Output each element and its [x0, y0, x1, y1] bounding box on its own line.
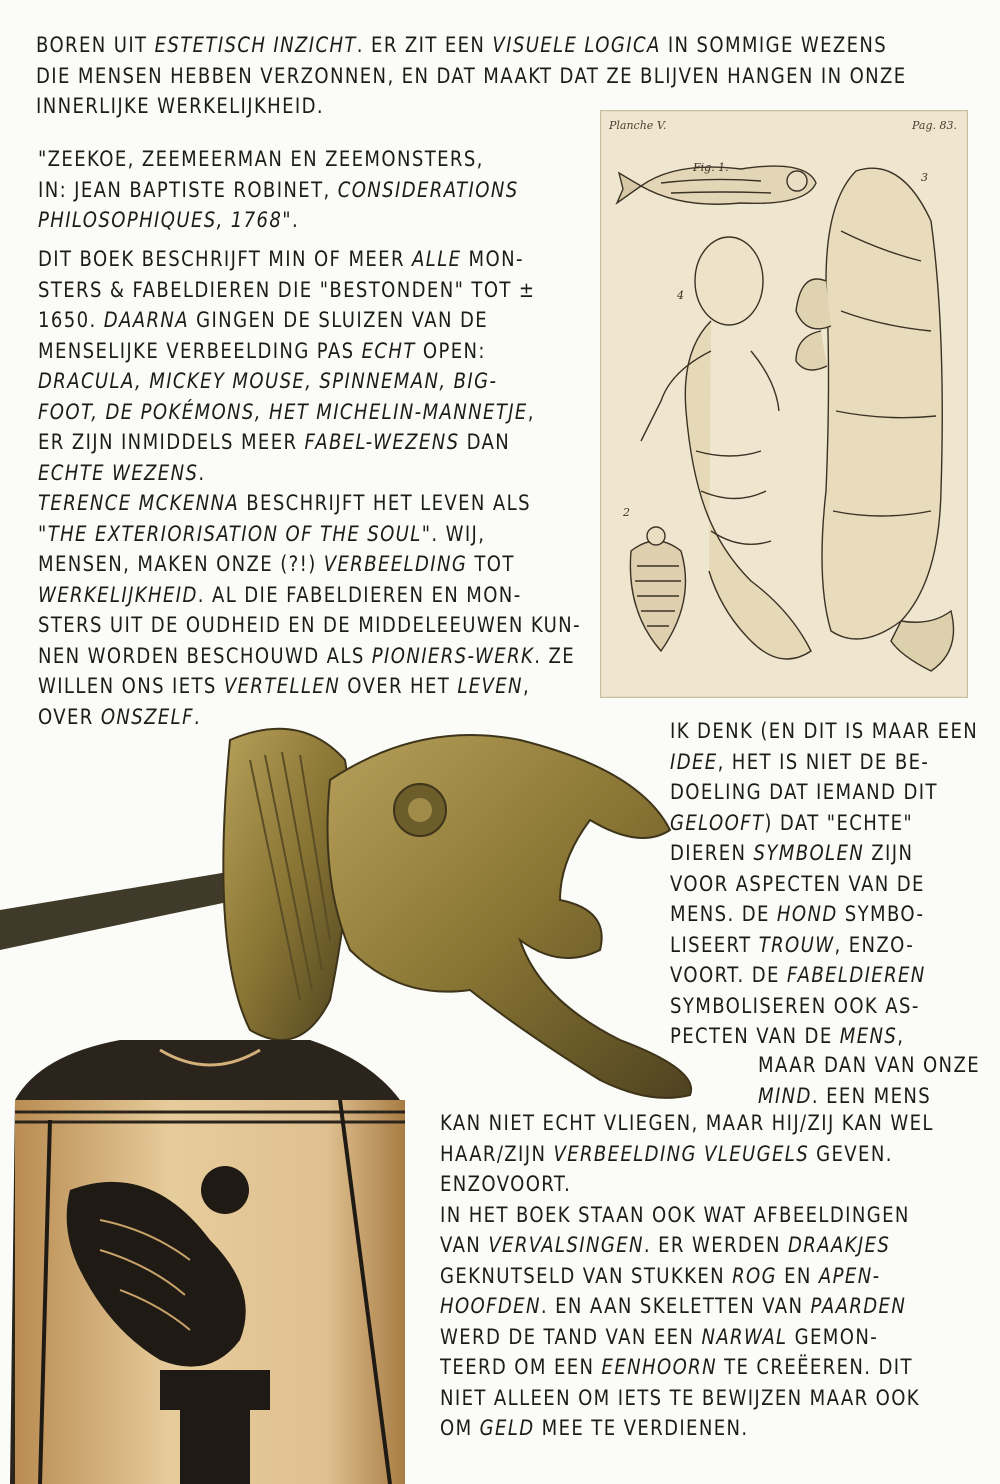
handwritten-line: KAN NIET ECHT VLIEGEN, MAAR HIJ/ZIJ KAN WEL [440, 1111, 934, 1135]
handwritten-line: HAAR/ZIJN VERBEELDING VLEUGELS GEVEN. [440, 1141, 893, 1166]
text-block-main [38, 244, 581, 732]
handwritten-line: GEKNUTSELD VAN STUKKEN ROG EN APEN- [440, 1263, 881, 1288]
handwritten-line: DIEREN SYMBOLEN ZIJN [670, 841, 914, 865]
handwritten-line: ENZOVOORT. [440, 1172, 572, 1196]
handwritten-line: MENSELIJKE VERBEELDING PAS ECHT OPEN: [38, 338, 486, 363]
handwritten-line: WILLEN ONS IETS VERTELLEN OVER HET LEVEN, [38, 674, 531, 698]
handwritten-line: 1650. DAARNA GINGEN DE SLUIZEN VAN DE [38, 308, 489, 332]
text-block-right [670, 716, 978, 1052]
handwritten-line: GELOOFT) DAT "ECHTE" [670, 810, 914, 835]
handwritten-line: ER ZIJN INMIDDELS MEER FABEL-WEZENS DAN [38, 430, 511, 454]
handwritten-line: ECHTE WEZENS. [38, 460, 206, 485]
handwritten-line: WERKELIJKHEID. AL DIE FABELDIEREN EN MON- [38, 582, 522, 607]
fig1-label: Fig. 1. [693, 161, 729, 174]
handwritten-line: DIE MENSEN HEBBEN VERZONNEN, EN DAT MAAKT DAT ZE BLIJVEN HANGEN IN ONZE [36, 63, 907, 88]
handwritten-line: PECTEN VAN DE MENS, [670, 1024, 905, 1048]
handwritten-line: OM GELD MEE TE VERDIENEN. [440, 1416, 749, 1440]
fig3-label: 3 [921, 171, 928, 184]
handwritten-line: STERS & FABELDIEREN DIE "BESTONDEN" TOT ± [38, 277, 536, 302]
handwritten-line: SYMBOLISEREN OOK AS- [670, 993, 920, 1018]
handwritten-line: MIND. EEN MENS [758, 1083, 932, 1108]
engraving-plate [600, 110, 968, 698]
handwritten-line: LISEERT TROUW, ENZO- [670, 932, 915, 957]
plate-caption-left: Planche V. [609, 119, 667, 132]
handwritten-line: "THE EXTERIORISATION OF THE SOUL". WIJ, [38, 521, 486, 546]
handwritten-line: INNERLIJKE WERKELIJKHEID. [36, 94, 325, 118]
handwritten-line: BOREN UIT ESTETISCH INZICHT. ER ZIT EEN VISUELE LOGICA IN SOMMIGE WEZENS [36, 33, 888, 57]
handwritten-line: STERS UIT DE OUDHEID EN DE MIDDELEEUWEN KUN- [38, 613, 581, 637]
greek-vase-image [10, 1040, 410, 1484]
handwritten-line: DOELING DAT IEMAND DIT [670, 780, 938, 804]
handwritten-line: IN HET BOEK STAAN OOK WAT AFBEELDINGEN [440, 1202, 910, 1227]
text-block-citation [38, 144, 519, 236]
fig4-label: 4 [677, 289, 684, 302]
engraving-illustration [601, 111, 967, 697]
handwritten-line: VOOR ASPECTEN VAN DE [670, 871, 925, 896]
handwritten-line: TERENCE MCKENNA BESCHRIJFT HET LEVEN ALS [38, 491, 531, 515]
handwritten-line: TEERD OM EEN EENHOORN TE CREËEREN. DIT [440, 1355, 913, 1379]
handwritten-line: IDEE, HET IS NIET DE BE- [670, 749, 930, 774]
handwritten-line: OVER ONSZELF. [38, 704, 202, 729]
text-block-bottom [440, 1108, 934, 1444]
handwritten-line: MAAR DAN VAN ONZE [758, 1053, 980, 1077]
handwritten-line: VAN VERVALSINGEN. ER WERDEN DRAAKJES [440, 1233, 891, 1257]
handwritten-line: HOOFDEN. EN AAN SKELETTEN VAN PAARDEN [440, 1294, 907, 1318]
handwritten-line: IN: JEAN BAPTISTE ROBINET, CONSIDERATIONS [38, 177, 519, 202]
handwritten-line: NIET ALLEEN OM IETS TE BEWIJZEN MAAR OOK [440, 1385, 921, 1410]
handwritten-line: PHILOSOPHIQUES, 1768". [38, 208, 300, 232]
plate-caption-right: Pag. 83. [912, 119, 957, 132]
text-block-right-2 [758, 1050, 980, 1111]
handwritten-line: FOOT, DE POKÉMONS, HET MICHELIN-MANNETJE, [38, 399, 535, 424]
handwritten-line: DIT BOEK BESCHRIJFT MIN OF MEER ALLE MON- [38, 247, 524, 271]
handwritten-line: NEN WORDEN BESCHOUWD ALS PIONIERS-WERK. ZE [38, 643, 576, 668]
text-block-intro [36, 30, 907, 122]
fig2-label: 2 [623, 506, 630, 519]
handwritten-line: VOORT. DE FABELDIEREN [670, 963, 926, 987]
handwritten-line: IK DENK (EN DIT IS MAAR EEN [670, 719, 979, 743]
handwritten-line: WERD DE TAND VAN EEN NARWAL GEMON- [440, 1324, 879, 1349]
handwritten-line: MENS. DE HOND SYMBO- [670, 902, 925, 926]
handwritten-line: MENSEN, MAKEN ONZE (?!) VERBEELDING TOT [38, 552, 515, 576]
handwritten-line: "ZEEKOE, ZEEMEERMAN EN ZEEMONSTERS, [38, 147, 484, 171]
handwritten-line: DRACULA, MICKEY MOUSE, SPINNEMAN, BIG- [38, 369, 498, 393]
